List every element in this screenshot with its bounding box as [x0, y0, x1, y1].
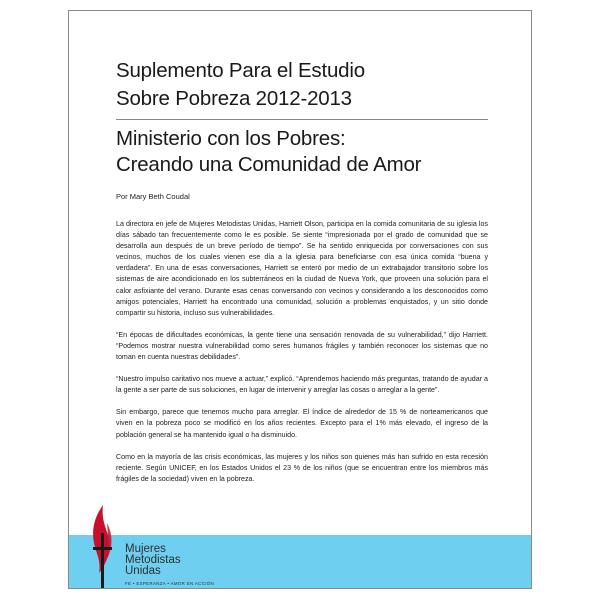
cross-and-flame-icon — [89, 503, 117, 589]
paragraph-4: Sin embargo, parece que tenemos mucho para arreglar. El índice de alrededor de 15 % de norteamericanos que viven en la pobreza poco se modificó en los años recientes. Excepto para el 1% más elevado, el ingreso de la población general se ha mantenido igual o ha disminuido. — [116, 408, 488, 439]
paragraph-2: “En épocas de dificultades económicas, la gente tiene una sensación renovada de su vulnerabilidad,” dijo Harriett. “Podemos mostrar nuestra vulnerabilidad como seres humanos frágiles y también reconocer los sistemas que no toman en cuenta nuestras debilidades”. — [116, 330, 488, 362]
byline: Por Mary Beth Coudal — [116, 192, 190, 201]
organization-tagline: FE • ESPERANZA • AMOR EN ACCIÓN — [125, 581, 215, 586]
title-line-2: Creando una Comunidad de Amor — [116, 153, 422, 176]
document-page — [68, 10, 532, 589]
wordmark-line-1: Mujeres — [125, 543, 166, 555]
paragraph-1: La directora en jefe de Mujeres Metodistas Unidas, Harriett Olson, participa en la comida comunitaria de su iglesia los días sábado tan frecuentemente como le es posible. Se siente “impresionada por el grado de comunidad que se desarrolla aun después de un breve período de tiempo”. Se ha sentido enriquecida por conversaciones con sus vecinos, muchos de los cuales vienen ese día a la iglesia para beneficiarse con esa única comida “buena y verdadera”. En una de esas conversaciones, Harriett se enteró por medio de un extrabajador transitorio sobre los sistemas de aire acondicionado en los subterráneos en la ciudad de Nueva York, que proveen una solución para el calor asfixiante del verano. Durante esas cenas conversando con vecinos y considerando a los desconocidos como amigos potenciales, Harriett ha encontrado una comunidad, solución a problemas enquistados, y un sitio donde compartir su historia, incluso sus vulnerabilidades. — [116, 220, 488, 317]
paragraph-5: Como en la mayoría de las crisis económicas, las mujeres y los niños son quienes más han sufrido en esta recesión reciente. Según UNICEF, en los Estados Unidos el 23 % de los niños (que se encuentran entre los miembros más frágiles de la sociedad) viven en la pobreza. — [116, 452, 488, 483]
supplement-heading — [116, 57, 492, 113]
supplement-line-2: Sobre Pobreza 2012-2013 — [116, 87, 352, 110]
wordmark-line-3: Unidas — [125, 565, 161, 577]
supplement-line-1: Suplemento Para el Estudio — [116, 59, 365, 82]
organization-wordmark — [125, 544, 181, 577]
article-title — [116, 126, 492, 178]
cross-horizontal — [93, 547, 112, 550]
paragraph-3: “Nuestro impulso caritativo nos mueve a actuar,” explicó. “Aprendemos haciendo más preguntas, tratando de ayudar a la gente a ser parte de sus soluciones, en lugar de intervenir y arreglar las cosas o arreglar a la gente”. — [116, 375, 488, 395]
wordmark-line-2: Metodistas — [125, 554, 181, 566]
title-line-1: Ministerio con los Pobres: — [116, 127, 346, 150]
heading-divider — [116, 119, 488, 120]
article-body — [116, 219, 488, 496]
cross-vertical — [101, 533, 104, 589]
